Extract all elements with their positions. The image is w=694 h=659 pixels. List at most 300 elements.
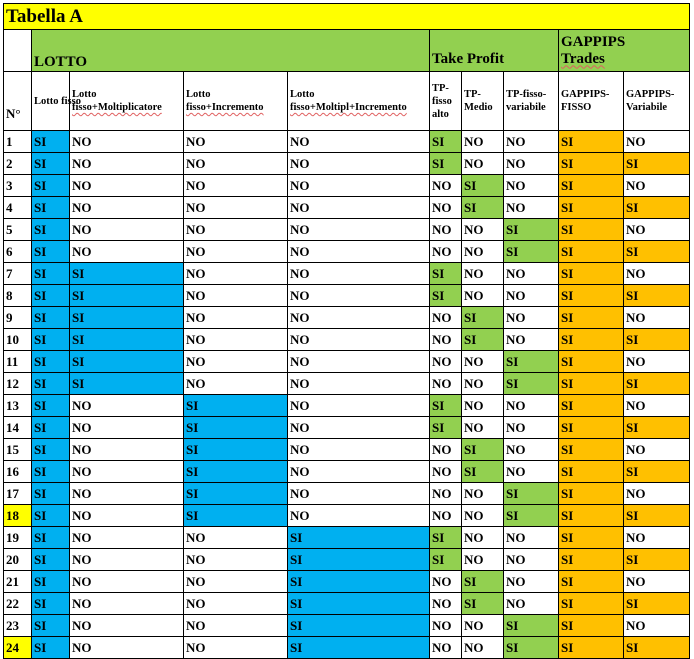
cell-lotto-moltiplicatore: NO (70, 637, 184, 659)
cell-gappips-variabile: SI (624, 637, 690, 659)
cell-tp-fisso-alto: NO (430, 307, 462, 329)
cell-tp-fisso-variabile: NO (504, 571, 559, 593)
cell-lotto-fisso: SI (32, 263, 70, 285)
cell-tp-fisso-alto: SI (430, 263, 462, 285)
cell-tp-medio: SI (462, 571, 504, 593)
header-tp-medio-line2: Medio (464, 102, 493, 113)
cell-tp-medio: SI (462, 307, 504, 329)
cell-lotto-moltiplicatore: NO (70, 549, 184, 571)
table-row (4, 483, 690, 505)
cell-lotto-moltiplicatore: SI (70, 351, 184, 373)
header-tp-fisso-alto-line2: fisso (432, 95, 452, 107)
cell-gappips-fisso: SI (559, 131, 624, 153)
cell-lotto-moltiplicatore: NO (70, 241, 184, 263)
table-row (4, 219, 690, 241)
cell-lotto-incremento: SI (184, 483, 288, 505)
cell-lotto-incremento: SI (184, 395, 288, 417)
cell-lotto-moltiplicatore: SI (70, 373, 184, 395)
header-lotto-moltiplicatore-line1: Lotto (72, 89, 97, 100)
cell-tp-fisso-variabile: NO (504, 527, 559, 549)
cell-tp-medio: SI (462, 593, 504, 615)
cell-tp-fisso-alto: SI (430, 131, 462, 153)
cell-tp-medio: SI (462, 197, 504, 219)
cell-tp-medio: SI (462, 175, 504, 197)
cell-lotto-fisso: SI (32, 637, 70, 659)
cell-lotto-moltipl-incremento: NO (288, 439, 430, 461)
cell-lotto-moltiplicatore: NO (70, 197, 184, 219)
cell-lotto-fisso: SI (32, 307, 70, 329)
row-number: 22 (4, 593, 32, 615)
table-row (4, 505, 690, 527)
cell-tp-fisso-alto: NO (430, 373, 462, 395)
cell-tp-fisso-alto: NO (430, 483, 462, 505)
header-lotto-moltiplicatore (70, 72, 184, 131)
cell-lotto-moltipl-incremento: NO (288, 307, 430, 329)
cell-lotto-moltipl-incremento: NO (288, 505, 430, 527)
cell-lotto-fisso: SI (32, 285, 70, 307)
cell-tp-fisso-alto: SI (430, 285, 462, 307)
cell-tp-medio: NO (462, 131, 504, 153)
cell-gappips-fisso: SI (559, 307, 624, 329)
cell-tp-medio: SI (462, 329, 504, 351)
table-row (4, 307, 690, 329)
group-take-profit-label: Take Profit (432, 51, 505, 67)
row-number: 4 (4, 197, 32, 219)
cell-lotto-moltiplicatore: SI (70, 285, 184, 307)
cell-tp-fisso-variabile: SI (504, 483, 559, 505)
cell-gappips-fisso: SI (559, 373, 624, 395)
cell-gappips-fisso: SI (559, 285, 624, 307)
cell-tp-fisso-alto: NO (430, 175, 462, 197)
cell-lotto-fisso: SI (32, 461, 70, 483)
cell-tp-fisso-alto: NO (430, 505, 462, 527)
cell-lotto-incremento: NO (184, 615, 288, 637)
table-row (4, 615, 690, 637)
cell-tp-fisso-alto: SI (430, 549, 462, 571)
cell-gappips-variabile: SI (624, 593, 690, 615)
row-number: 8 (4, 285, 32, 307)
cell-lotto-incremento: NO (184, 263, 288, 285)
cell-gappips-fisso: SI (559, 439, 624, 461)
cell-lotto-fisso: SI (32, 197, 70, 219)
cell-tp-fisso-alto: NO (430, 197, 462, 219)
cell-tp-medio: NO (462, 373, 504, 395)
cell-gappips-variabile: NO (624, 351, 690, 373)
table-row (4, 549, 690, 571)
cell-gappips-fisso: SI (559, 417, 624, 439)
cell-lotto-moltipl-incremento: NO (288, 329, 430, 351)
table-row (4, 461, 690, 483)
header-gappips-fisso (559, 72, 624, 131)
cell-lotto-fisso: SI (32, 373, 70, 395)
cell-tp-fisso-alto: NO (430, 241, 462, 263)
cell-lotto-moltipl-incremento: NO (288, 241, 430, 263)
cell-lotto-incremento: SI (184, 505, 288, 527)
cell-tp-medio: NO (462, 153, 504, 175)
cell-gappips-fisso: SI (559, 637, 624, 659)
cell-gappips-variabile: NO (624, 219, 690, 241)
cell-tp-fisso-variabile: NO (504, 263, 559, 285)
cell-lotto-moltiplicatore: NO (70, 615, 184, 637)
cell-lotto-incremento: NO (184, 175, 288, 197)
table-row (4, 131, 690, 153)
cell-gappips-variabile: NO (624, 483, 690, 505)
table-row (4, 395, 690, 417)
row-number: 14 (4, 417, 32, 439)
cell-tp-fisso-variabile: NO (504, 329, 559, 351)
cell-tp-medio: NO (462, 263, 504, 285)
table-row (4, 593, 690, 615)
cell-gappips-fisso: SI (559, 395, 624, 417)
cell-gappips-variabile: NO (624, 263, 690, 285)
table-row (4, 417, 690, 439)
cell-tp-fisso-variabile: SI (504, 615, 559, 637)
row-number: 18 (4, 505, 32, 527)
cell-tp-fisso-variabile: NO (504, 197, 559, 219)
row-number: 24 (4, 637, 32, 659)
cell-lotto-fisso: SI (32, 417, 70, 439)
cell-lotto-fisso: SI (32, 329, 70, 351)
cell-tp-fisso-alto: NO (430, 219, 462, 241)
cell-tp-medio: NO (462, 417, 504, 439)
cell-tp-medio: NO (462, 505, 504, 527)
cell-tp-medio: NO (462, 219, 504, 241)
row-number: 11 (4, 351, 32, 373)
header-tp-fisso-alto-line1: TP- (432, 82, 449, 94)
cell-tp-fisso-alto: NO (430, 593, 462, 615)
table-row (4, 197, 690, 219)
cell-tp-fisso-variabile: NO (504, 549, 559, 571)
cell-gappips-variabile: NO (624, 439, 690, 461)
table-row (4, 285, 690, 307)
cell-lotto-fisso: SI (32, 175, 70, 197)
table-body (4, 131, 690, 659)
header-gappips-fisso-line1: GAPPIPS- (561, 89, 610, 100)
cell-lotto-incremento: NO (184, 153, 288, 175)
cell-gappips-fisso: SI (559, 527, 624, 549)
group-empty-cell (4, 30, 32, 72)
cell-lotto-incremento: NO (184, 329, 288, 351)
cell-lotto-fisso: SI (32, 483, 70, 505)
header-lotto-moltipl-incremento-line2: fisso+Moltipl+Incremento (290, 102, 407, 113)
cell-gappips-fisso: SI (559, 483, 624, 505)
cell-lotto-incremento: SI (184, 461, 288, 483)
cell-gappips-variabile: SI (624, 461, 690, 483)
header-tp-fisso-alto-line3: alto (432, 108, 449, 120)
cell-tp-fisso-variabile: NO (504, 175, 559, 197)
cell-tp-fisso-alto: SI (430, 417, 462, 439)
cell-gappips-fisso: SI (559, 593, 624, 615)
cell-gappips-fisso: SI (559, 263, 624, 285)
cell-lotto-moltiplicatore: NO (70, 593, 184, 615)
cell-lotto-moltiplicatore: NO (70, 395, 184, 417)
header-tp-medio (462, 72, 504, 131)
cell-gappips-fisso: SI (559, 197, 624, 219)
cell-tp-fisso-variabile: NO (504, 439, 559, 461)
cell-lotto-incremento: NO (184, 219, 288, 241)
cell-lotto-moltipl-incremento: NO (288, 395, 430, 417)
cell-lotto-incremento: NO (184, 197, 288, 219)
header-tp-fisso-alto (430, 72, 462, 131)
cell-lotto-moltiplicatore: NO (70, 483, 184, 505)
cell-gappips-fisso: SI (559, 615, 624, 637)
row-number: 3 (4, 175, 32, 197)
cell-lotto-moltipl-incremento: NO (288, 175, 430, 197)
table-row (4, 241, 690, 263)
cell-tp-medio: NO (462, 395, 504, 417)
header-gappips-variabile-line1: GAPPIPS- (626, 89, 675, 100)
tabella-a (3, 3, 690, 659)
cell-lotto-moltipl-incremento: NO (288, 483, 430, 505)
cell-tp-fisso-variabile: SI (504, 505, 559, 527)
row-number: 20 (4, 549, 32, 571)
cell-tp-fisso-variabile: SI (504, 637, 559, 659)
cell-gappips-fisso: SI (559, 153, 624, 175)
cell-lotto-moltiplicatore: NO (70, 439, 184, 461)
cell-lotto-moltiplicatore: NO (70, 461, 184, 483)
cell-tp-fisso-variabile: NO (504, 593, 559, 615)
header-lotto-moltipl-incremento-line1: Lotto (290, 89, 315, 100)
cell-tp-medio: NO (462, 527, 504, 549)
row-number: 23 (4, 615, 32, 637)
row-number: 5 (4, 219, 32, 241)
table-row (4, 153, 690, 175)
cell-lotto-incremento: NO (184, 593, 288, 615)
cell-lotto-moltipl-incremento: SI (288, 615, 430, 637)
table-row (4, 329, 690, 351)
cell-gappips-variabile: NO (624, 615, 690, 637)
header-lotto-incremento-line1: Lotto (186, 89, 211, 100)
header-tp-fisso-variabile-line2: variabile (506, 102, 546, 113)
cell-gappips-variabile: NO (624, 307, 690, 329)
cell-gappips-variabile: SI (624, 197, 690, 219)
cell-tp-fisso-variabile: NO (504, 285, 559, 307)
cell-gappips-fisso: SI (559, 241, 624, 263)
cell-lotto-incremento: NO (184, 373, 288, 395)
cell-lotto-moltiplicatore: NO (70, 175, 184, 197)
cell-gappips-fisso: SI (559, 461, 624, 483)
cell-lotto-fisso: SI (32, 615, 70, 637)
cell-lotto-fisso: SI (32, 505, 70, 527)
cell-lotto-fisso: SI (32, 593, 70, 615)
cell-tp-fisso-alto: SI (430, 153, 462, 175)
table-row (4, 351, 690, 373)
cell-lotto-moltipl-incremento: NO (288, 373, 430, 395)
cell-lotto-fisso: SI (32, 219, 70, 241)
cell-gappips-variabile: NO (624, 175, 690, 197)
group-gappips-line1: GAPPIPS (561, 33, 626, 50)
cell-gappips-variabile: SI (624, 373, 690, 395)
row-number: 16 (4, 461, 32, 483)
table-row (4, 527, 690, 549)
cell-lotto-incremento: NO (184, 571, 288, 593)
cell-tp-fisso-alto: NO (430, 637, 462, 659)
row-number: 19 (4, 527, 32, 549)
cell-lotto-incremento: NO (184, 307, 288, 329)
cell-lotto-incremento: NO (184, 527, 288, 549)
header-tp-medio-line1: TP- (464, 89, 481, 100)
cell-lotto-incremento: NO (184, 351, 288, 373)
cell-gappips-variabile: NO (624, 571, 690, 593)
header-tp-fisso-variabile-line1: TP-fisso- (506, 89, 547, 100)
cell-tp-fisso-variabile: SI (504, 241, 559, 263)
group-take-profit (430, 30, 559, 72)
cell-lotto-moltiplicatore: NO (70, 417, 184, 439)
cell-gappips-fisso: SI (559, 329, 624, 351)
cell-lotto-moltiplicatore: NO (70, 153, 184, 175)
cell-lotto-moltiplicatore: NO (70, 505, 184, 527)
cell-lotto-incremento: SI (184, 439, 288, 461)
cell-lotto-incremento: NO (184, 549, 288, 571)
cell-gappips-fisso: SI (559, 219, 624, 241)
row-number: 12 (4, 373, 32, 395)
cell-tp-medio: NO (462, 351, 504, 373)
cell-tp-medio: NO (462, 285, 504, 307)
cell-gappips-fisso: SI (559, 175, 624, 197)
cell-lotto-incremento: NO (184, 131, 288, 153)
cell-lotto-moltipl-incremento: SI (288, 637, 430, 659)
cell-lotto-moltiplicatore: SI (70, 307, 184, 329)
cell-tp-fisso-variabile: NO (504, 395, 559, 417)
cell-lotto-moltipl-incremento: NO (288, 219, 430, 241)
table-row (4, 571, 690, 593)
cell-lotto-fisso: SI (32, 395, 70, 417)
cell-tp-fisso-variabile: NO (504, 131, 559, 153)
cell-gappips-fisso: SI (559, 351, 624, 373)
cell-lotto-moltipl-incremento: NO (288, 351, 430, 373)
cell-lotto-incremento: NO (184, 285, 288, 307)
cell-tp-fisso-variabile: NO (504, 417, 559, 439)
header-lotto-moltiplicatore-line2: fisso+Moltiplicatore (72, 102, 162, 113)
row-number: 17 (4, 483, 32, 505)
cell-tp-medio: NO (462, 241, 504, 263)
cell-lotto-moltipl-incremento: NO (288, 263, 430, 285)
cell-tp-fisso-alto: NO (430, 351, 462, 373)
cell-lotto-moltipl-incremento: NO (288, 153, 430, 175)
cell-gappips-variabile: SI (624, 153, 690, 175)
cell-tp-fisso-variabile: NO (504, 461, 559, 483)
header-gappips-variabile (624, 72, 690, 131)
cell-lotto-moltipl-incremento: NO (288, 461, 430, 483)
table-row (4, 439, 690, 461)
table-row (4, 263, 690, 285)
cell-tp-fisso-alto: SI (430, 395, 462, 417)
header-tp-fisso-variabile (504, 72, 559, 131)
table-title: Tabella A (4, 4, 690, 30)
row-number: 2 (4, 153, 32, 175)
table-row (4, 175, 690, 197)
header-numero: N° (4, 72, 32, 131)
cell-lotto-moltiplicatore: NO (70, 527, 184, 549)
cell-gappips-fisso: SI (559, 549, 624, 571)
cell-lotto-incremento: NO (184, 637, 288, 659)
cell-lotto-moltipl-incremento: NO (288, 131, 430, 153)
header-gappips-fisso-line2: FISSO (561, 102, 592, 113)
cell-tp-fisso-variabile: NO (504, 307, 559, 329)
cell-gappips-variabile: NO (624, 395, 690, 417)
cell-lotto-moltipl-incremento: NO (288, 417, 430, 439)
cell-tp-medio: SI (462, 461, 504, 483)
cell-gappips-variabile: SI (624, 505, 690, 527)
cell-gappips-fisso: SI (559, 571, 624, 593)
header-gappips-variabile-line2: Variabile (626, 102, 668, 113)
cell-tp-fisso-alto: NO (430, 439, 462, 461)
cell-tp-fisso-alto: SI (430, 527, 462, 549)
row-number: 6 (4, 241, 32, 263)
table-row (4, 373, 690, 395)
cell-gappips-variabile: SI (624, 549, 690, 571)
cell-lotto-moltipl-incremento: NO (288, 197, 430, 219)
cell-lotto-fisso: SI (32, 549, 70, 571)
row-number: 9 (4, 307, 32, 329)
group-gappips-trades (559, 30, 690, 72)
row-number: 7 (4, 263, 32, 285)
cell-lotto-moltiplicatore: NO (70, 571, 184, 593)
cell-lotto-moltipl-incremento: SI (288, 527, 430, 549)
cell-lotto-fisso: SI (32, 351, 70, 373)
cell-gappips-fisso: SI (559, 505, 624, 527)
cell-lotto-moltipl-incremento: SI (288, 593, 430, 615)
cell-lotto-moltipl-incremento: SI (288, 549, 430, 571)
cell-gappips-variabile: NO (624, 131, 690, 153)
cell-lotto-fisso: SI (32, 153, 70, 175)
cell-lotto-moltiplicatore: SI (70, 329, 184, 351)
cell-gappips-variabile: SI (624, 241, 690, 263)
header-lotto-incremento (184, 72, 288, 131)
cell-gappips-variabile: SI (624, 285, 690, 307)
cell-lotto-fisso: SI (32, 241, 70, 263)
header-lotto-incremento-line2: fisso+Incremento (186, 102, 264, 113)
cell-lotto-fisso: SI (32, 439, 70, 461)
cell-lotto-fisso: SI (32, 571, 70, 593)
cell-tp-fisso-variabile: NO (504, 153, 559, 175)
group-gappips-line2: Trades (561, 50, 605, 67)
cell-lotto-moltiplicatore: SI (70, 263, 184, 285)
cell-tp-medio: NO (462, 549, 504, 571)
cell-lotto-fisso: SI (32, 131, 70, 153)
cell-lotto-incremento: SI (184, 417, 288, 439)
cell-tp-medio: NO (462, 615, 504, 637)
row-number: 13 (4, 395, 32, 417)
header-lotto-moltipl-incremento (288, 72, 430, 131)
cell-tp-medio: SI (462, 439, 504, 461)
cell-lotto-moltiplicatore: NO (70, 131, 184, 153)
cell-gappips-variabile: SI (624, 329, 690, 351)
group-lotto: LOTTO (32, 30, 430, 72)
cell-tp-fisso-variabile: SI (504, 219, 559, 241)
cell-gappips-variabile: NO (624, 527, 690, 549)
row-number: 15 (4, 439, 32, 461)
cell-lotto-moltiplicatore: NO (70, 219, 184, 241)
cell-tp-fisso-alto: NO (430, 461, 462, 483)
cell-tp-fisso-variabile: SI (504, 351, 559, 373)
cell-tp-fisso-alto: NO (430, 329, 462, 351)
cell-tp-medio: NO (462, 637, 504, 659)
cell-lotto-moltipl-incremento: SI (288, 571, 430, 593)
cell-tp-fisso-alto: NO (430, 571, 462, 593)
cell-gappips-variabile: SI (624, 417, 690, 439)
cell-lotto-incremento: NO (184, 241, 288, 263)
cell-tp-fisso-alto: NO (430, 615, 462, 637)
table-row (4, 637, 690, 659)
cell-lotto-fisso: SI (32, 527, 70, 549)
cell-tp-fisso-variabile: SI (504, 373, 559, 395)
row-number: 10 (4, 329, 32, 351)
cell-lotto-moltipl-incremento: NO (288, 285, 430, 307)
row-number: 21 (4, 571, 32, 593)
row-number: 1 (4, 131, 32, 153)
cell-tp-medio: NO (462, 483, 504, 505)
